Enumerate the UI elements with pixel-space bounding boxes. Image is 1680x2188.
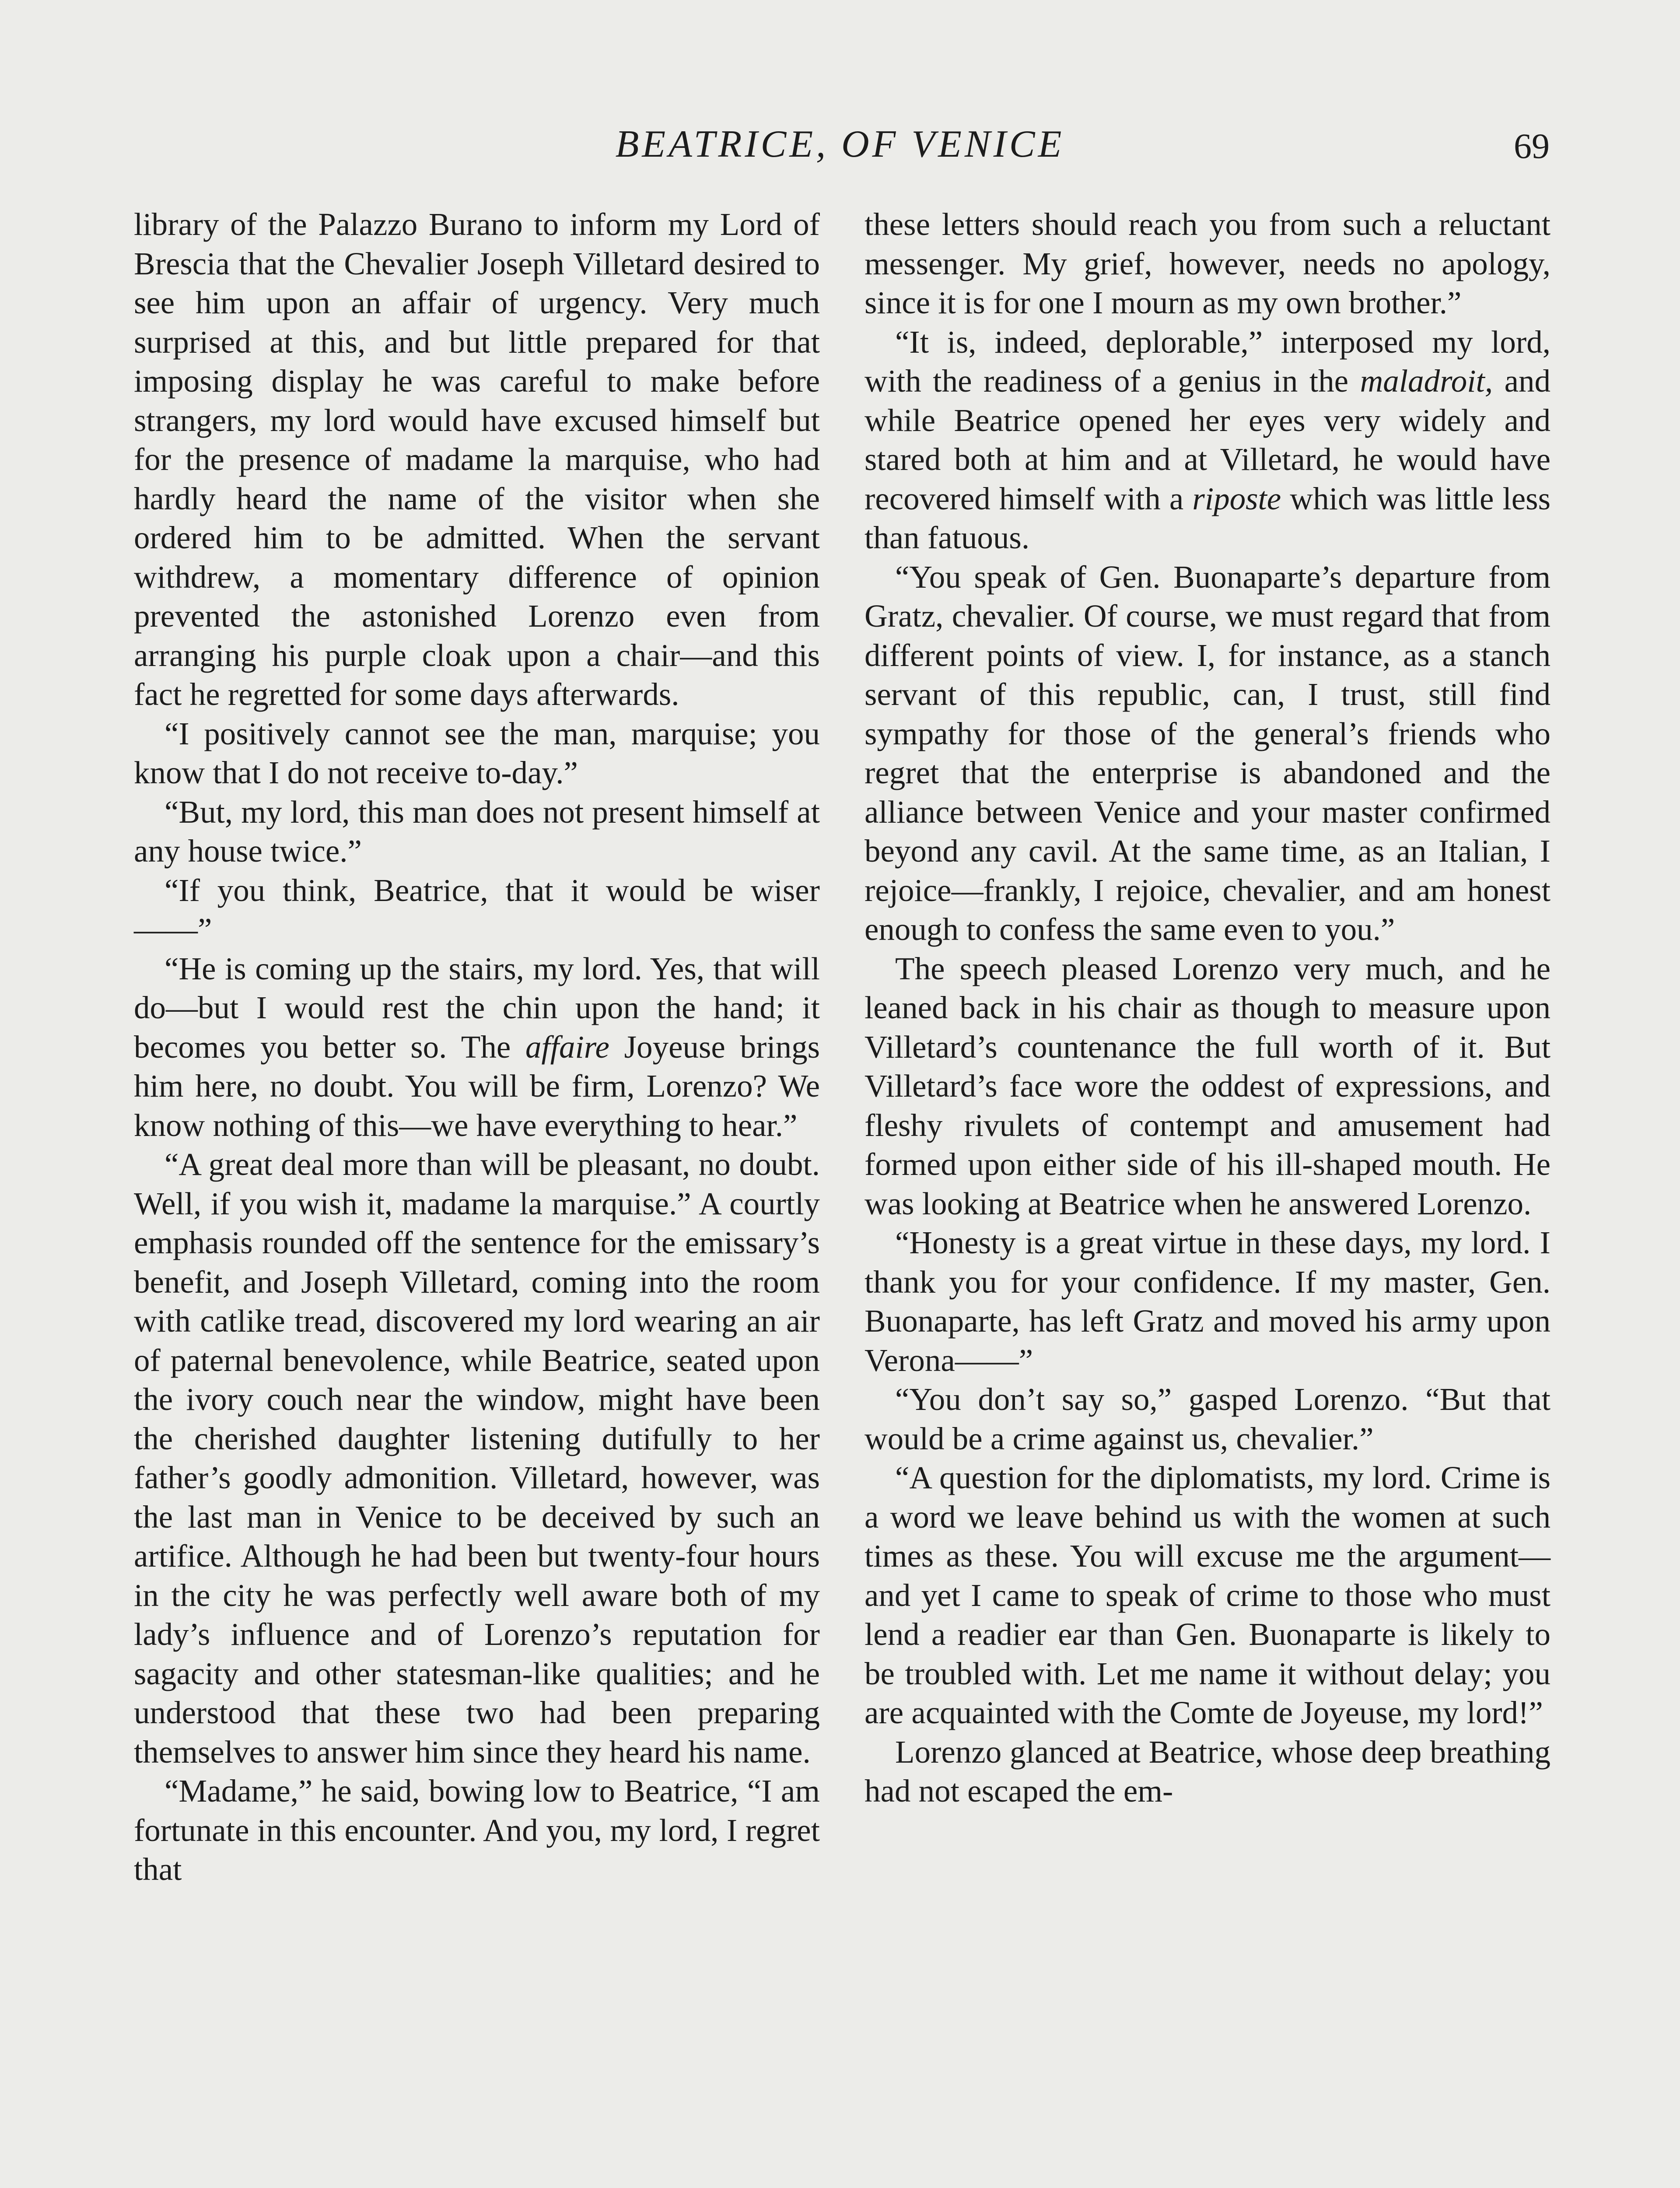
text-run: “He is coming up the stairs, my lord. Yes, that will do—but I would rest the chin upon the hand; it becomes you better so. The (134, 950, 820, 1065)
text-run: library of the Palazzo Burano to inform my Lord of Brescia that the Chevalier Joseph Villetard desired to see him upon an affair of urgency. Very much surprised at this, and but little prepared for that imposing display he was careful to make before strangers, my lord would have excused himself but for the presence of madame la marquise, who had hardly heard the name of the visitor when she ordered him to be admitted. When the servant withdrew, a momentary difference of opinion prevented the astonished Lorenzo even from arranging his purple cloak upon a chair—and this fact he regretted for some days afterwards. (134, 207, 820, 712)
text-run: these letters should reach you from such a reluctant messenger. My grief, however, needs no apology, since it is for one I mourn as my own brother.” (864, 207, 1550, 320)
italic-text: maladroit, (1360, 363, 1493, 399)
paragraph (134, 871, 820, 949)
paragraph (864, 1458, 1550, 1732)
paragraph (134, 205, 820, 714)
text-run: The speech pleased Lorenzo very much, and he leaned back in his chair as though to measure upon Villetard’s countenance the full worth of it. But Villetard’s face wore the oddest of expressions, and fleshy rivulets of contempt and amusement had formed upon either side of his ill-shaped mouth. He was looking at Beatrice when he answered Lorenzo. (864, 950, 1550, 1221)
text-run: “You don’t say so,” gasped Lorenzo. “But that would be a crime against us, chevalier.” (864, 1382, 1550, 1456)
text-run: “It is, indeed, deplorable,” interposed my lord, with the readiness of a genius in the (864, 324, 1550, 399)
italic-text: affaire (525, 1029, 609, 1065)
italic-text: riposte (1192, 480, 1281, 516)
paragraph (134, 949, 820, 1145)
paragraph (864, 1732, 1550, 1811)
text-run: and while Beatrice opened her eyes very widely and stared both at him and at Villetard, he would have recovered himself with a (864, 363, 1551, 516)
text-run: “I positively cannot see the man, marquise; you know that I do not receive to-day.” (134, 715, 820, 790)
paragraph (864, 205, 1550, 323)
text-run: Joyeuse brings him here, no doubt. You will be firm, Lorenzo? We know nothing of this—we have everything to hear.” (134, 1029, 820, 1143)
text-run: which was little less than fatuous. (864, 480, 1550, 555)
text-run: “If you think, Beatrice, that it would be wiser——” (134, 872, 820, 947)
running-head: BEATRICE, OF VENICE (615, 123, 1065, 165)
paragraph (864, 949, 1550, 1224)
paragraph (864, 1223, 1550, 1380)
paragraph (864, 1380, 1550, 1458)
text-run: “A great deal more than will be pleasant, no doubt. Well, if you wish it, madame la marquise.” A courtly emphasis rounded off the sentence for the emissary’s benefit, and Joseph Villetard, coming into the room with catlike tread, discovered my lord wearing an air of paternal benevolence, while Beatrice, seated upon the ivory couch near the window, might have been the cherished daughter listening dutifully to her father’s goodly admonition. Villetard, however, was the last man in Venice to be deceived by such an artifice. Although he had been but twenty-four hours in the city he was perfectly well aware both of my lady’s influence and of Lorenzo’s reputation for sagacity and other statesman-like qualities; and he understood that these two had been preparing themselves to answer him since they heard his name. (134, 1147, 820, 1770)
text-run: “Honesty is a great virtue in these days, my lord. I thank you for your confidence. If my master, Gen. Buonaparte, has left Gratz and moved his army upon Verona——” (864, 1225, 1550, 1378)
paragraph (134, 1145, 820, 1771)
text-run: “Madame,” he said, bowing low to Beatrice, “I am fortunate in this encounter. And you, my lord, I regret that (134, 1773, 820, 1887)
page-number: 69 (1514, 126, 1550, 166)
paragraph (134, 1771, 820, 1889)
text-run: Lorenzo glanced at Beatrice, whose deep breathing had not escaped the em- (864, 1734, 1550, 1809)
paragraph (864, 323, 1550, 558)
text-run: “But, my lord, this man does not present himself at any house twice.” (134, 794, 820, 869)
right-text-column (864, 205, 1550, 1811)
left-text-column (134, 205, 820, 1889)
paragraph (134, 714, 820, 792)
text-run: “A question for the diplomatists, my lord. Crime is a word we leave behind us with the women at such times as these. You will excuse me the argument—and yet I came to speak of crime to those who must lend a readier ear than Gen. Buonaparte is likely to be troubled with. Let me name it without delay; you are acquainted with the Comte de Joyeuse, my lord!” (864, 1460, 1550, 1730)
paragraph (134, 792, 820, 871)
paragraph (864, 558, 1550, 949)
text-run: “You speak of Gen. Buonaparte’s departure from Gratz, chevalier. Of course, we must regard that from different points of view. I, for instance, as a stanch servant of this republic, can, I trust, still find sympathy for those of the general’s friends who regret that the enterprise is abandoned and the alliance between Venice and your master confirmed beyond any cavil. At the same time, as an Italian, I rejoice—frankly, I rejoice, chevalier, and am honest enough to confess the same even to you.” (864, 559, 1550, 947)
